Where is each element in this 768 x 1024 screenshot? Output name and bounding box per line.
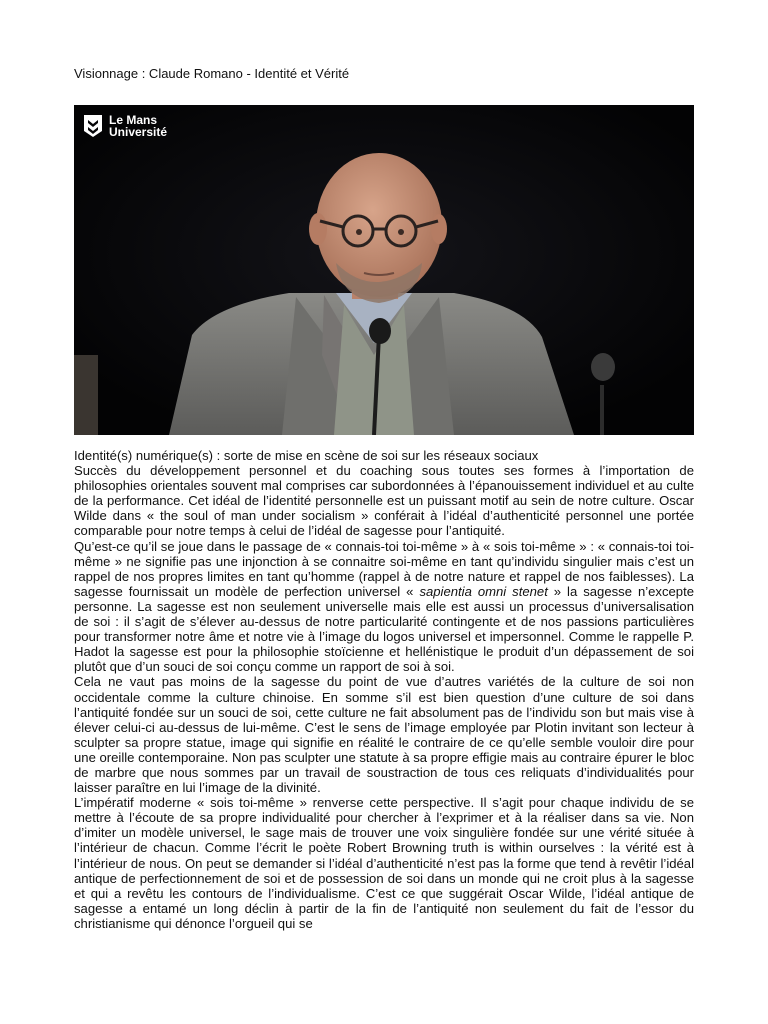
logo-line-2: Université	[109, 125, 168, 139]
paragraph-5: L’impératif moderne « sois toi-même » renverse cette perspective. Il s’agit pour chaque individu de se mettre à l’écoute de sa propre individualité pour chercher à l’exprimer et à la réaliser dans sa vie. Non d’imiter un modèle universel, le sage mais de trouver une voix singulière fondée sur une vérité située à l’intérieur de chacun. Comme l’écrit le poète Robert Browning truth is within ourselves : la vérité est à l’intérieur de nous. On peut se demander si l’idéal d’authenticité n’est pas la forme que tend à revêtir l’idéal antique de perfectionnement de soi et de possession de soi dans un monde qui ne croit plus à la sagesse et qui a revêtu les contours de l’individualisme. C’est ce que suggérait Oscar Wilde, l’idéal antique de sagesse a entamé un long déclin à partir de la fin de l’antiquité non seulement du fait de l’essor du christianisme qui dénonce l’orgueil qui se	[74, 795, 694, 931]
paragraph-1: Identité(s) numérique(s) : sorte de mise en scène de soi sur les réseaux sociaux	[74, 448, 539, 463]
speaker-video-still	[74, 105, 694, 435]
document-body	[74, 448, 694, 931]
university-logo	[82, 113, 167, 139]
paragraph-4: Cela ne vaut pas moins de la sagesse du point de vue d’autres variétés de la culture de soi non occidentale comme la culture chinoise. En somme s’il est bien question d’une culture de soi dans l’antiquité fondée sur un souci de soi, cette culture ne fait absolument pas de l’individu son but mais vise à élever celui-ci au-dessus de lui-même. C’est le sens de l’image employée par Plotin invitant son lecteur à sculpter sa propre statue, image qui signifie en réalité le contraire de ce qu’elle semble vouloir dire pour une oreille contemporaine. Non pas sculpter une statute à sa propre effigie mais au contraire épurer le bloc de marbre que nous sommes par un travail de soustraction de tous ces reliquats d’individualités pour laisser paraître en lui l’image de la divinité.	[74, 674, 694, 796]
paragraph-2: Succès du développement personnel et du coaching sous toutes ses formes à l’importation de philosophies orientales souvent mal comprises car subordonnées à l’épanouissement individuel et au culte de la performance. Cet idéal de l’identité personnelle est un puissant motif au sein de notre culture. Oscar Wilde dans « the soul of man under socialism » conférait à l’idéal d’authenticité personnel une portée comparable pour notre temps à celui de l’idéal de sagesse pour l’antiquité.	[74, 463, 694, 539]
document-title: Visionnage : Claude Romano - Identité et Vérité	[74, 66, 350, 81]
le-mans-logo-icon	[82, 113, 104, 139]
video-frame[interactable]	[74, 105, 694, 435]
paragraph-3-text-a: Qu’est-ce qu’il se joue dans le passage de « connais-toi toi-même » à « sois toi-même » : « connais-toi toi-même » ne signifie pas une injonction à se connaitre soi-même en tant qu’individu singulier mais c’est un rappel de nos propres limites en tant qu’homme (rappel à de notre nature et rappel de nos faiblesses). La sagesse fournissait un modèle de perfection universel «	[74, 538, 694, 599]
latin-quote: sapientia omni stenet	[419, 583, 548, 599]
paragraph-3	[74, 539, 694, 675]
logo-line-1: Le Mans	[109, 113, 158, 127]
logo-text	[109, 114, 167, 138]
paragraph-3-text-b: » la sagesse n’excepte personne. La sagesse est non seulement universelle mais elle est aussi un processus d’universalisation de soi : il s’agit de s’élever au-dessus de notre particularité contingente et de nos passions particulières pour transformer notre âme et notre vie à l’image du logos universel et impersonnel. Comme le rappelle P. Hadot la sagesse est pour la philosophie stoïcienne et hellénistique le produit d’un dépassement de soi plutôt que d’un souci de soi conçu comme un rapport de soi à soi.	[74, 583, 694, 675]
